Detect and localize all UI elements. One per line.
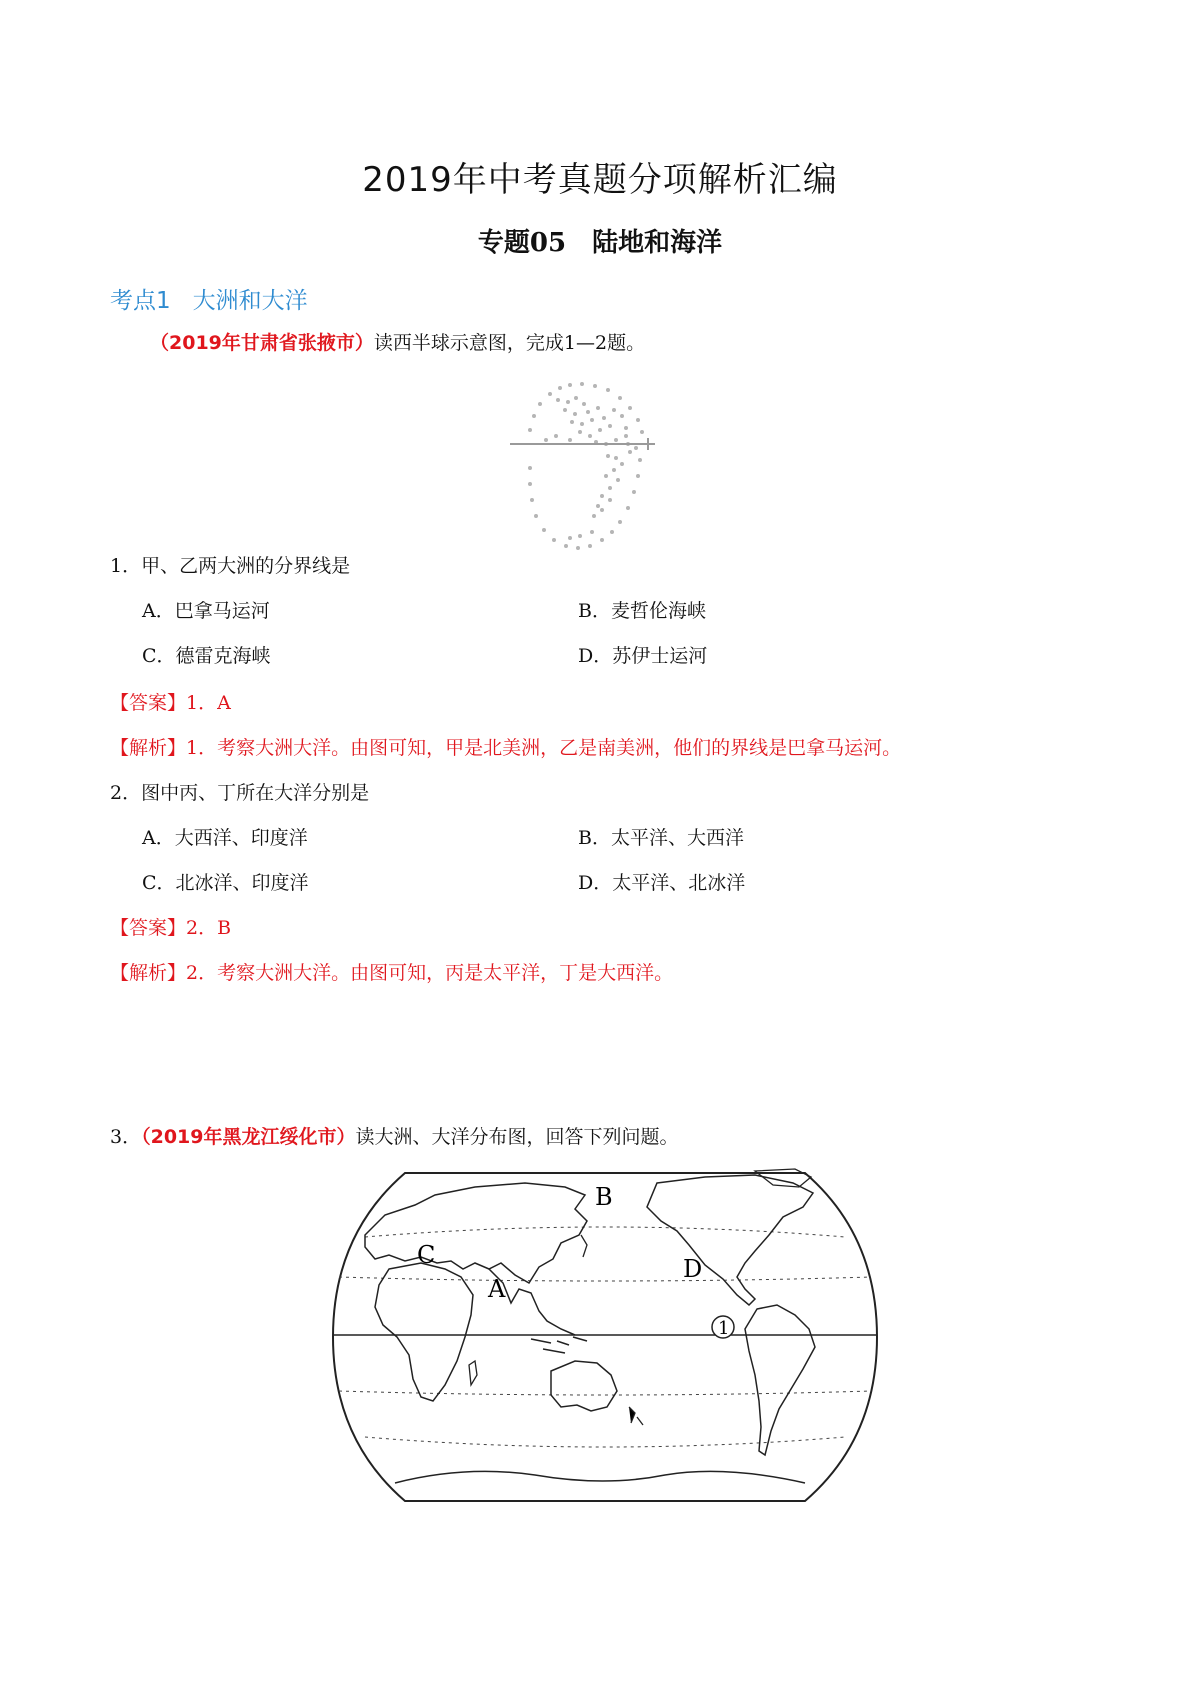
page-title: 2019年中考真题分项解析汇编 [362,160,838,200]
question-1-option-b[interactable]: B．麦哲伦海峡 [578,600,706,622]
answer-value: 2．B [186,917,232,939]
map-label-circled-1: 1 [718,1318,730,1339]
question-1-option-a[interactable]: A．巴拿马运河 [142,600,270,622]
question-1-answer [110,688,231,715]
answer-tag: 【答案】 [110,692,187,714]
question-2-answer [110,913,231,940]
analysis-tag: 【解析】 [110,737,187,759]
question-2-analysis [110,958,673,985]
section-label: 考点1 [110,288,171,314]
question-2-option-c[interactable]: C．北冰洋、印度洋 [142,872,309,894]
analysis-text: 2．考察大洲大洋。由图可知，丙是太平洋，丁是大西洋。 [186,962,674,984]
map-label-c: C [417,1241,436,1269]
world-map-figure [325,1165,885,1510]
question-1-option-c[interactable]: C．德雷克海峡 [142,645,271,667]
question-source: （2019年甘肃省张掖市） [150,332,374,354]
question-1-option-d[interactable]: D．苏伊士运河 [578,645,708,667]
question-source: （2019年黑龙江绥化市） [141,1126,356,1148]
map-label-b: B [595,1183,613,1211]
answer-value: 1．A [186,692,231,714]
question-2-option-a[interactable]: A．大西洋、印度洋 [142,827,308,849]
question-number: 3． [110,1126,142,1148]
question-1-analysis [110,733,901,760]
question-text: 读大洲、大洋分布图，回答下列问题。 [355,1126,679,1148]
question-intro-text: 读西半球示意图，完成1—2题。 [373,332,646,354]
question-3-stem [110,1122,679,1149]
map-label-a: A [488,1275,506,1303]
map-label-d: D [683,1255,703,1283]
section-heading [110,282,308,315]
section-name: 大洲和大洋 [192,288,308,314]
question-2-option-d[interactable]: D．太平洋、北冰洋 [578,872,746,894]
analysis-tag: 【解析】 [110,962,187,984]
answer-tag: 【答案】 [110,917,187,939]
question-2-stem: 2．图中丙、丁所在大洋分别是 [110,782,370,804]
western-hemisphere-figure [510,380,690,570]
page-subtitle: 专题05 陆地和海洋 [477,228,723,258]
question-2-option-b[interactable]: B．太平洋、大西洋 [578,827,744,849]
analysis-text: 1．考察大洲大洋。由图可知，甲是北美洲，乙是南美洲，他们的界线是巴拿马运河。 [186,737,902,759]
question-1-stem: 1．甲、乙两大洲的分界线是 [110,555,351,577]
question-intro-1 [150,328,645,355]
